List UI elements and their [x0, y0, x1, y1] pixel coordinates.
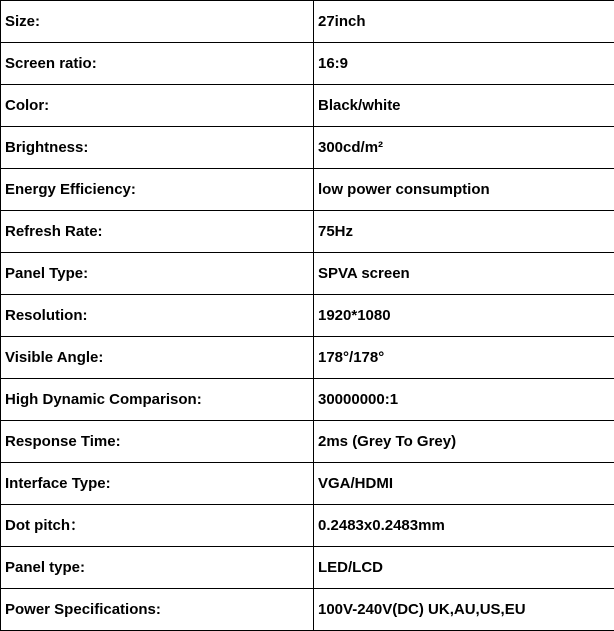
table-row	[1, 85, 614, 127]
table-row	[1, 379, 614, 421]
spec-label: Brightness:	[1, 127, 314, 169]
table-row	[1, 127, 614, 169]
table-row	[1, 421, 614, 463]
spec-value: 100V-240V(DC) UK,AU,US,EU	[314, 589, 614, 631]
table-row	[1, 1, 614, 43]
spec-label: Interface Type:	[1, 463, 314, 505]
spec-label: Color:	[1, 85, 314, 127]
table-row	[1, 43, 614, 85]
spec-label: High Dynamic Comparison:	[1, 379, 314, 421]
spec-label: Panel Type:	[1, 253, 314, 295]
spec-label: Size:	[1, 1, 314, 43]
spec-label: Visible Angle:	[1, 337, 314, 379]
spec-value: 1920*1080	[314, 295, 614, 337]
table-row	[1, 211, 614, 253]
spec-value: Black/white	[314, 85, 614, 127]
table-row	[1, 463, 614, 505]
spec-value: VGA/HDMI	[314, 463, 614, 505]
spec-label: Dot pitch：	[1, 505, 314, 547]
table-row	[1, 337, 614, 379]
table-row	[1, 295, 614, 337]
spec-value: SPVA screen	[314, 253, 614, 295]
spec-value: low power consumption	[314, 169, 614, 211]
spec-value: LED/LCD	[314, 547, 614, 589]
spec-label: Power Specifications:	[1, 589, 314, 631]
spec-value: 27inch	[314, 1, 614, 43]
spec-label: Resolution:	[1, 295, 314, 337]
spec-label: Response Time:	[1, 421, 314, 463]
table-row	[1, 589, 614, 631]
spec-value: 178°/178°	[314, 337, 614, 379]
table-row	[1, 253, 614, 295]
table-row	[1, 547, 614, 589]
table-row	[1, 169, 614, 211]
spec-value: 0.2483x0.2483mm	[314, 505, 614, 547]
spec-value: 16:9	[314, 43, 614, 85]
spec-label: Refresh Rate:	[1, 211, 314, 253]
spec-label: Energy Efficiency:	[1, 169, 314, 211]
spec-label: Screen ratio:	[1, 43, 314, 85]
spec-value: 300cd/m²	[314, 127, 614, 169]
spec-value: 30000000:1	[314, 379, 614, 421]
table-row	[1, 505, 614, 547]
spec-value: 2ms (Grey To Grey)	[314, 421, 614, 463]
spec-value: 75Hz	[314, 211, 614, 253]
spec-label: Panel type:	[1, 547, 314, 589]
